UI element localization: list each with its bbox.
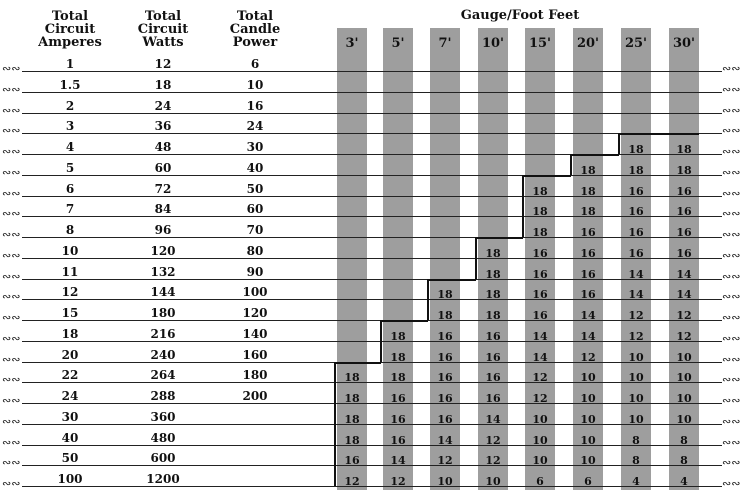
gauge-cell: 14: [628, 288, 644, 302]
table-row: [0, 183, 749, 204]
wire-line: [22, 258, 722, 259]
wire-end-icon: ∾∾: [722, 124, 741, 138]
wire-end-icon: ∾∾: [722, 248, 741, 262]
wire-end-icon: ∾∾: [2, 207, 21, 221]
candle-power-cell: 30: [246, 140, 264, 154]
gauge-cell: 16: [390, 412, 406, 426]
wire-line: [22, 465, 722, 466]
gauge-cell: 12: [676, 309, 692, 322]
wire-end-icon: ∾∾: [722, 414, 741, 428]
distance-label: 7': [438, 36, 452, 51]
gauge-cell: 14: [580, 309, 596, 322]
wire-end-icon: ∾∾: [2, 145, 21, 158]
candle-power-cell: 50: [246, 181, 264, 196]
wire-end-icon: ∾∾: [2, 352, 21, 366]
gauge-cell: 16: [485, 350, 501, 364]
gauge-cell: 16: [580, 246, 596, 260]
wire-line: [22, 237, 722, 238]
table-row: [0, 432, 749, 453]
wire-end-icon: ∾∾: [722, 269, 741, 283]
candle-power-cell: 70: [246, 223, 264, 237]
gauge-cell: 10: [532, 412, 548, 426]
staircase-line: [334, 424, 336, 445]
distance-label: 15': [528, 36, 552, 51]
wire-end-icon: ∾∾: [2, 435, 21, 449]
staircase-line: [381, 320, 428, 322]
wire-line: [22, 113, 722, 114]
wire-end-icon: ∾∾: [722, 352, 741, 366]
gauge-cell: 18: [485, 246, 501, 260]
watts-cell: 288: [150, 389, 176, 403]
gauge-cell: 18: [344, 412, 360, 426]
gauge-cell: 14: [485, 412, 501, 426]
table-row: [0, 266, 749, 287]
candle-power-cell: 16: [246, 98, 264, 113]
gauge-cell: 8: [680, 433, 688, 447]
gauge-cell: 18: [676, 163, 692, 177]
watts-cell: 360: [150, 409, 176, 424]
watts-cell: 12: [154, 57, 172, 71]
watts-cell: 180: [150, 306, 176, 320]
staircase-line: [334, 465, 336, 486]
amperes-cell: 11: [61, 264, 79, 279]
wire-line: [22, 279, 722, 280]
staircase-line: [570, 154, 572, 175]
amperes-cell: 100: [57, 472, 83, 486]
wire-end-icon: ∾∾: [2, 269, 21, 283]
gauge-cell: 16: [390, 392, 406, 405]
amperes-cell: 8: [65, 223, 75, 237]
watts-cell: 24: [154, 98, 172, 113]
table-row: [0, 390, 749, 411]
gauge-cell: 16: [437, 329, 453, 343]
wire-line: [22, 196, 722, 197]
wire-line: [22, 299, 722, 300]
staircase-line: [428, 279, 476, 281]
watts-cell: 72: [154, 181, 172, 196]
table-row: [0, 328, 749, 349]
table-row: [0, 58, 749, 79]
gauge-cell: 18: [628, 143, 644, 156]
gauge-cell: 10: [580, 412, 596, 426]
wire-end-icon: ∾∾: [722, 228, 741, 241]
gauge-cell: 10: [676, 350, 692, 364]
watts-cell: 48: [154, 140, 172, 154]
gauge-cell: 18: [437, 288, 453, 302]
gauge-cell: 18: [390, 329, 406, 343]
gauge-cell: 10: [532, 433, 548, 447]
table-row: [0, 307, 749, 328]
gauge-cell: 12: [628, 309, 644, 322]
distance-label: 30': [672, 36, 696, 51]
staircase-line: [618, 133, 620, 154]
candle-power-cell: 60: [246, 202, 264, 217]
distance-label: 10': [481, 36, 505, 51]
gauge-cell: 10: [532, 454, 548, 468]
header-amperes: [25, 10, 115, 49]
wire-end-icon: ∾∾: [722, 62, 741, 75]
gauge-cell: 12: [485, 433, 501, 447]
candle-power-cell: 120: [242, 306, 268, 320]
gauge-cell: 16: [437, 412, 453, 426]
watts-cell: 264: [150, 368, 176, 383]
table-row: [0, 100, 749, 121]
gauge-cell: 14: [676, 288, 692, 302]
staircase-line: [380, 341, 382, 362]
candle-power-cell: 24: [246, 119, 264, 134]
header-watts: [118, 10, 208, 49]
amperes-cell: 3: [65, 119, 75, 134]
table-row: [0, 141, 749, 162]
table-row: [0, 245, 749, 266]
wire-line: [22, 424, 722, 425]
amperes-cell: 5: [65, 160, 75, 175]
gauge-cell: 4: [632, 475, 640, 488]
gauge-cell: 12: [437, 454, 453, 468]
amperes-cell: 1: [65, 57, 75, 71]
wire-end-icon: ∾∾: [2, 82, 21, 96]
amperes-cell: 22: [61, 368, 79, 383]
table-row: [0, 224, 749, 245]
wire-end-icon: ∾∾: [722, 477, 741, 490]
wire-end-icon: ∾∾: [722, 207, 741, 221]
amperes-cell: 15: [61, 306, 79, 320]
wire-end-icon: ∾∾: [722, 290, 741, 304]
watts-cell: 120: [150, 243, 176, 258]
watts-cell: 84: [154, 202, 172, 217]
distance-label: 5': [391, 36, 405, 51]
gauge-cell: 6: [584, 475, 592, 488]
wire-end-icon: ∾∾: [2, 103, 21, 117]
gauge-cell: 10: [628, 392, 644, 405]
gauge-cell: 16: [485, 392, 501, 405]
amperes-cell: 6: [65, 181, 75, 196]
watts-cell: 216: [150, 326, 176, 341]
staircase-line: [522, 196, 524, 217]
gauge-cell: 16: [437, 392, 453, 405]
gauge-cell: 16: [485, 329, 501, 343]
wire-end-icon: ∾∾: [2, 186, 21, 200]
gauge-cell: 14: [676, 267, 692, 281]
candle-power-cell: 160: [242, 347, 268, 362]
staircase-line: [335, 362, 381, 364]
header-candle-line3: Power: [232, 35, 278, 50]
gauge-cell: 18: [532, 226, 548, 239]
gauge-cell: 18: [532, 184, 548, 198]
gauge-cell: 18: [580, 163, 596, 177]
wire-end-icon: ∾∾: [722, 145, 741, 158]
wire-end-icon: ∾∾: [2, 290, 21, 304]
amperes-cell: 12: [61, 285, 79, 300]
gauge-cell: 18: [437, 309, 453, 322]
wire-end-icon: ∾∾: [2, 331, 21, 345]
table-row: [0, 203, 749, 224]
gauge-cell: 16: [580, 288, 596, 302]
candle-power-cell: 200: [242, 389, 268, 403]
watts-cell: 600: [150, 451, 176, 466]
wire-end-icon: ∾∾: [722, 186, 741, 200]
gauge-cell: 16: [532, 288, 548, 302]
gauge-cell: 10: [580, 454, 596, 468]
wire-line: [22, 175, 722, 176]
staircase-line: [380, 320, 382, 341]
wire-line: [22, 71, 722, 72]
wire-end-icon: ∾∾: [722, 311, 741, 324]
gauge-cell: 16: [628, 184, 644, 198]
wire-end-icon: ∾∾: [722, 435, 741, 449]
gauge-cell: 16: [437, 371, 453, 385]
header-watts-line2: Circuit: [137, 22, 189, 37]
amperes-cell: 30: [61, 409, 79, 424]
table-row: [0, 473, 749, 494]
gauge-cell: 10: [580, 392, 596, 405]
gauge-cell: 8: [632, 433, 640, 447]
candle-power-cell: 40: [246, 160, 264, 175]
amperes-cell: 2: [65, 98, 75, 113]
gauge-cell: 18: [485, 267, 501, 281]
gauge-cell: 18: [390, 350, 406, 364]
wire-line: [22, 403, 722, 404]
gauge-cell: 10: [628, 350, 644, 364]
gauge-title: Gauge/Foot Feet: [460, 8, 580, 23]
gauge-cell: 14: [628, 267, 644, 281]
gauge-cell: 12: [344, 475, 360, 488]
wire-end-icon: ∾∾: [2, 394, 21, 407]
header-watts-line3: Watts: [142, 35, 184, 50]
distance-label: 25': [624, 36, 648, 51]
wire-end-icon: ∾∾: [722, 394, 741, 407]
amperes-cell: 20: [61, 347, 79, 362]
table-row: [0, 452, 749, 473]
gauge-cell: 16: [485, 371, 501, 385]
gauge-cell: 16: [532, 309, 548, 322]
staircase-line: [427, 299, 429, 320]
gauge-cell: 18: [344, 433, 360, 447]
gauge-cell: 16: [676, 205, 692, 219]
gauge-cell: 8: [632, 454, 640, 468]
watts-cell: 60: [154, 160, 172, 175]
gauge-cell: 12: [676, 329, 692, 343]
candle-power-cell: 140: [242, 326, 268, 341]
gauge-cell: 4: [680, 475, 688, 488]
gauge-cell: 18: [344, 392, 360, 405]
gauge-cell: 10: [676, 392, 692, 405]
candle-power-cell: 100: [242, 285, 268, 300]
gauge-cell: 16: [532, 267, 548, 281]
staircase-line: [475, 237, 477, 258]
gauge-cell: 14: [532, 350, 548, 364]
wire-line: [22, 486, 722, 487]
staircase-line: [334, 445, 336, 466]
gauge-cell: 16: [628, 246, 644, 260]
header-amperes-line2: Circuit: [44, 22, 96, 37]
table-row: [0, 369, 749, 390]
candle-power-cell: 180: [242, 368, 268, 383]
staircase-line: [334, 382, 336, 403]
gauge-cell: 8: [680, 454, 688, 468]
watts-cell: 240: [150, 347, 176, 362]
gauge-cell: 18: [580, 205, 596, 219]
gauge-cell: 16: [580, 226, 596, 239]
watts-cell: 96: [154, 223, 172, 237]
amperes-cell: 4: [65, 140, 75, 154]
gauge-cell: 12: [580, 350, 596, 364]
amperes-cell: 7: [65, 202, 75, 217]
table-row: [0, 349, 749, 370]
gauge-cell: 18: [485, 288, 501, 302]
wire-end-icon: ∾∾: [722, 165, 741, 179]
gauge-cell: 6: [536, 475, 544, 488]
distance-label: 20': [576, 36, 600, 51]
staircase-line: [522, 216, 524, 237]
header-candle-line1: Total: [236, 9, 274, 24]
header-candle-power: [210, 10, 300, 49]
wire-line: [22, 92, 722, 93]
gauge-cell: 16: [628, 226, 644, 239]
wire-end-icon: ∾∾: [2, 228, 21, 241]
gauge-cell: 18: [485, 309, 501, 322]
wire-end-icon: ∾∾: [722, 103, 741, 117]
wire-end-icon: ∾∾: [722, 82, 741, 96]
gauge-cell: 12: [532, 392, 548, 405]
wire-line: [22, 133, 722, 134]
gauge-cell: 10: [580, 371, 596, 385]
gauge-cell: 10: [485, 475, 501, 488]
gauge-cell: 16: [532, 246, 548, 260]
candle-power-cell: 90: [246, 264, 264, 279]
wire-end-icon: ∾∾: [2, 373, 21, 387]
wire-line: [22, 216, 722, 217]
wire-end-icon: ∾∾: [2, 248, 21, 262]
gauge-cell: 10: [628, 371, 644, 385]
wire-end-icon: ∾∾: [2, 124, 21, 138]
amperes-cell: 18: [61, 326, 79, 341]
amperes-cell: 40: [61, 430, 79, 445]
watts-cell: 1200: [146, 472, 180, 486]
header-candle-line2: Candle: [229, 22, 281, 37]
gauge-cell: 14: [532, 329, 548, 343]
gauge-cell: 16: [628, 205, 644, 219]
wire-line: [22, 320, 722, 321]
distance-label: 3': [345, 36, 359, 51]
staircase-line: [334, 403, 336, 424]
header-amperes-line1: Total: [51, 9, 89, 24]
table-row: [0, 79, 749, 100]
staircase-line: [523, 175, 571, 177]
gauge-cell: 16: [390, 433, 406, 447]
wire-end-icon: ∾∾: [2, 477, 21, 490]
gauge-cell: 12: [390, 475, 406, 488]
staircase-line: [334, 362, 336, 383]
wire-end-icon: ∾∾: [2, 165, 21, 179]
wire-line: [22, 382, 722, 383]
staircase-line: [619, 133, 699, 135]
watts-cell: 36: [154, 119, 172, 134]
table-row: [0, 411, 749, 432]
watts-cell: 144: [150, 285, 176, 300]
gauge-cell: 10: [437, 475, 453, 488]
gauge-cell: 16: [676, 184, 692, 198]
gauge-cell: 18: [344, 371, 360, 385]
staircase-line: [476, 237, 523, 239]
wire-line: [22, 341, 722, 342]
candle-power-cell: 6: [250, 57, 260, 71]
candle-power-cell: 80: [246, 243, 264, 258]
gauge-cell: 14: [580, 329, 596, 343]
gauge-cell: 18: [628, 163, 644, 177]
wire-end-icon: ∾∾: [2, 62, 21, 75]
table-row: [0, 286, 749, 307]
gauge-cell: 16: [437, 350, 453, 364]
gauge-cell: 10: [628, 412, 644, 426]
staircase-line: [427, 279, 429, 300]
wire-end-icon: ∾∾: [722, 373, 741, 387]
gauge-cell: 14: [437, 433, 453, 447]
gauge-cell: 14: [390, 454, 406, 468]
header-watts-line1: Total: [144, 9, 182, 24]
gauge-cell: 10: [676, 412, 692, 426]
gauge-cell: 18: [676, 143, 692, 156]
gauge-cell: 16: [580, 267, 596, 281]
gauge-cell: 18: [390, 371, 406, 385]
gauge-cell: 12: [628, 329, 644, 343]
gauge-cell: 10: [580, 433, 596, 447]
header-amperes-line3: Amperes: [38, 35, 102, 50]
gauge-cell: 12: [532, 371, 548, 385]
gauge-cell: 10: [676, 371, 692, 385]
table-row: [0, 162, 749, 183]
watts-cell: 18: [154, 77, 172, 92]
wire-end-icon: ∾∾: [2, 414, 21, 428]
wire-end-icon: ∾∾: [722, 456, 741, 470]
wire-end-icon: ∾∾: [2, 311, 21, 324]
watts-cell: 480: [150, 430, 176, 445]
table-row: [0, 120, 749, 141]
amperes-cell: 50: [61, 451, 79, 466]
staircase-line: [571, 154, 619, 156]
gauge-cell: 16: [344, 454, 360, 468]
wire-end-icon: ∾∾: [2, 456, 21, 470]
gauge-cell: 16: [676, 226, 692, 239]
watts-cell: 132: [150, 264, 176, 279]
gauge-cell: 18: [532, 205, 548, 219]
gauge-cell: 16: [676, 246, 692, 260]
gauge-cell: 18: [580, 184, 596, 198]
amperes-cell: 1.5: [59, 77, 81, 92]
gauge-cell: 12: [485, 454, 501, 468]
amperes-cell: 10: [61, 243, 79, 258]
wire-line: [22, 445, 722, 446]
staircase-line: [522, 175, 524, 196]
staircase-line: [475, 258, 477, 279]
wire-end-icon: ∾∾: [722, 331, 741, 345]
candle-power-cell: 10: [246, 77, 264, 92]
amperes-cell: 24: [61, 389, 79, 403]
